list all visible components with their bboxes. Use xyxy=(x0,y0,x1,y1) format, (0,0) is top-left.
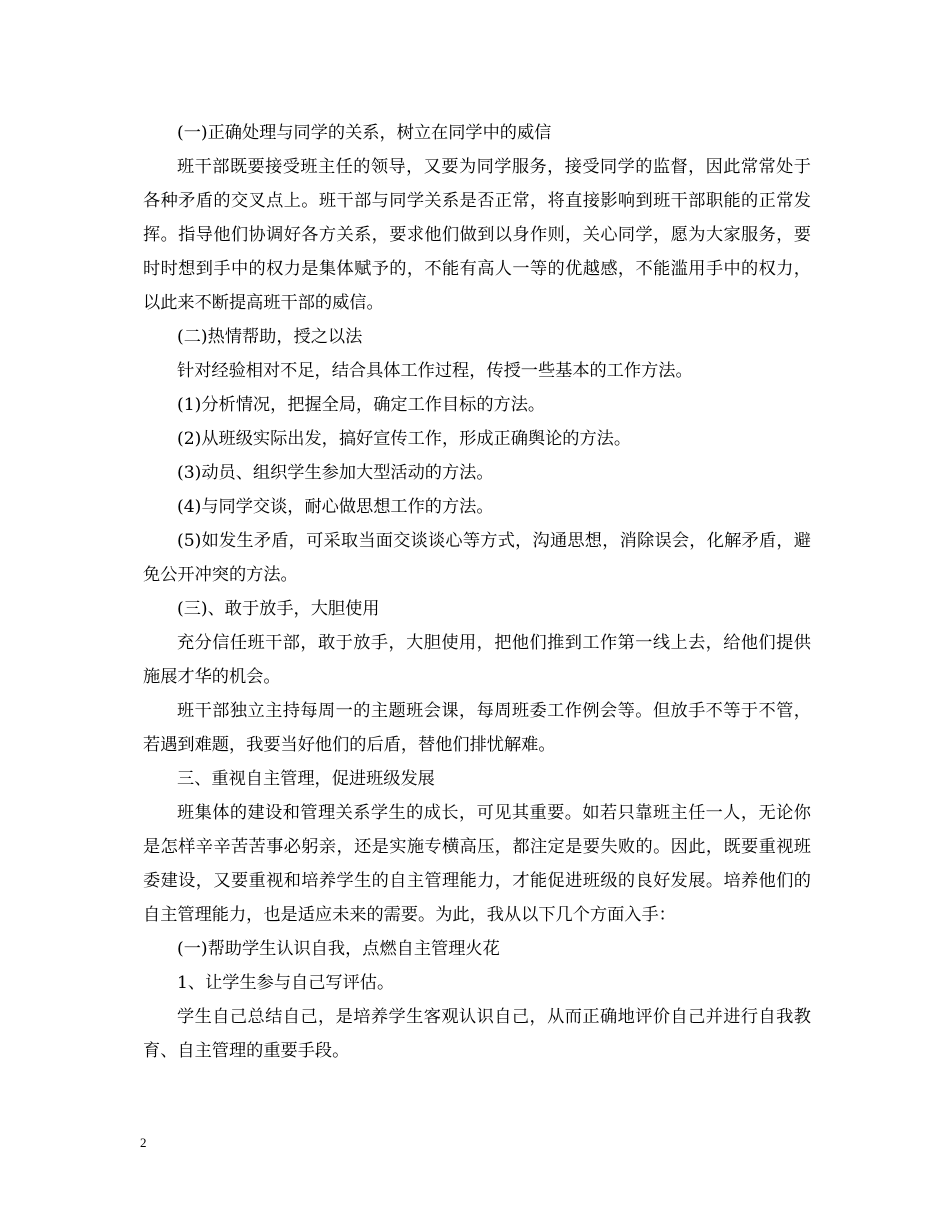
list-item: (1)分析情况，把握全局，确定工作目标的方法。 xyxy=(177,395,546,415)
section-heading: (二)热情帮助，授之以法 xyxy=(177,327,363,347)
body-paragraph: 学生自己总结自己，是培养学生客观认识自己，从而正确地评价自己并进行自我教育、自主管理的重要手段。 xyxy=(143,1007,811,1061)
section-heading: (三)、敢于放手，大胆使用 xyxy=(177,599,380,619)
section-heading: (一)正确处理与同学的关系，树立在同学中的威信 xyxy=(177,123,552,143)
list-item: (2)从班级实际出发，搞好宣传工作，形成正确舆论的方法。 xyxy=(177,429,632,449)
body-paragraph: 班干部独立主持每周一的主题班会课，每周班委工作例会等。但放手不等于不管，若遇到难题，我要当好他们的后盾，替他们排忧解难。 xyxy=(143,701,811,755)
body-paragraph: 班集体的建设和管理关系学生的成长，可见其重要。如若只靠班主任一人，无论你是怎样辛辛苦苦事必躬亲，还是实施专横高压，都注定是要失败的。因此，既要重视班委建设，又要重视和培养学生的自主管理能力，才能促进班级的良好发展。培养他们的自主管理能力，也是适应未来的需要。为此，我从以下几个方面入手： xyxy=(143,803,811,925)
list-item: (3)动员、组织学生参加大型活动的方法。 xyxy=(177,463,494,483)
section-heading: (一)帮助学生认识自我，点燃自主管理火花 xyxy=(177,939,500,959)
section-heading: 三、重视自主管理，促进班级发展 xyxy=(177,769,435,789)
list-item: 1、让学生参与自己写评估。 xyxy=(177,973,395,993)
list-item: (4)与同学交谈，耐心做思想工作的方法。 xyxy=(177,497,494,517)
body-paragraph: 班干部既要接受班主任的领导，又要为同学服务，接受同学的监督，因此常常处于各种矛盾的交叉点上。班干部与同学关系是否正常，将直接影响到班干部职能的正常发挥。指导他们协调好各方关系，要求他们做到以身作则，关心同学，愿为大家服务，要时时想到手中的权力是集体赋予的，不能有高人一等的优越感，不能滥用手中的权力，以此来不断提高班干部的威信。 xyxy=(143,157,811,313)
document-body xyxy=(143,116,811,1068)
body-paragraph: 充分信任班干部，敢于放手，大胆使用，把他们推到工作第一线上去，给他们提供施展才华的机会。 xyxy=(143,633,811,687)
page-number: 2 xyxy=(140,1135,147,1150)
body-paragraph: 针对经验相对不足，结合具体工作过程，传授一些基本的工作方法。 xyxy=(177,361,693,381)
list-item: (5)如发生矛盾，可采取当面交谈谈心等方式，沟通思想，消除误会，化解矛盾，避免公开冲突的方法。 xyxy=(143,531,811,585)
